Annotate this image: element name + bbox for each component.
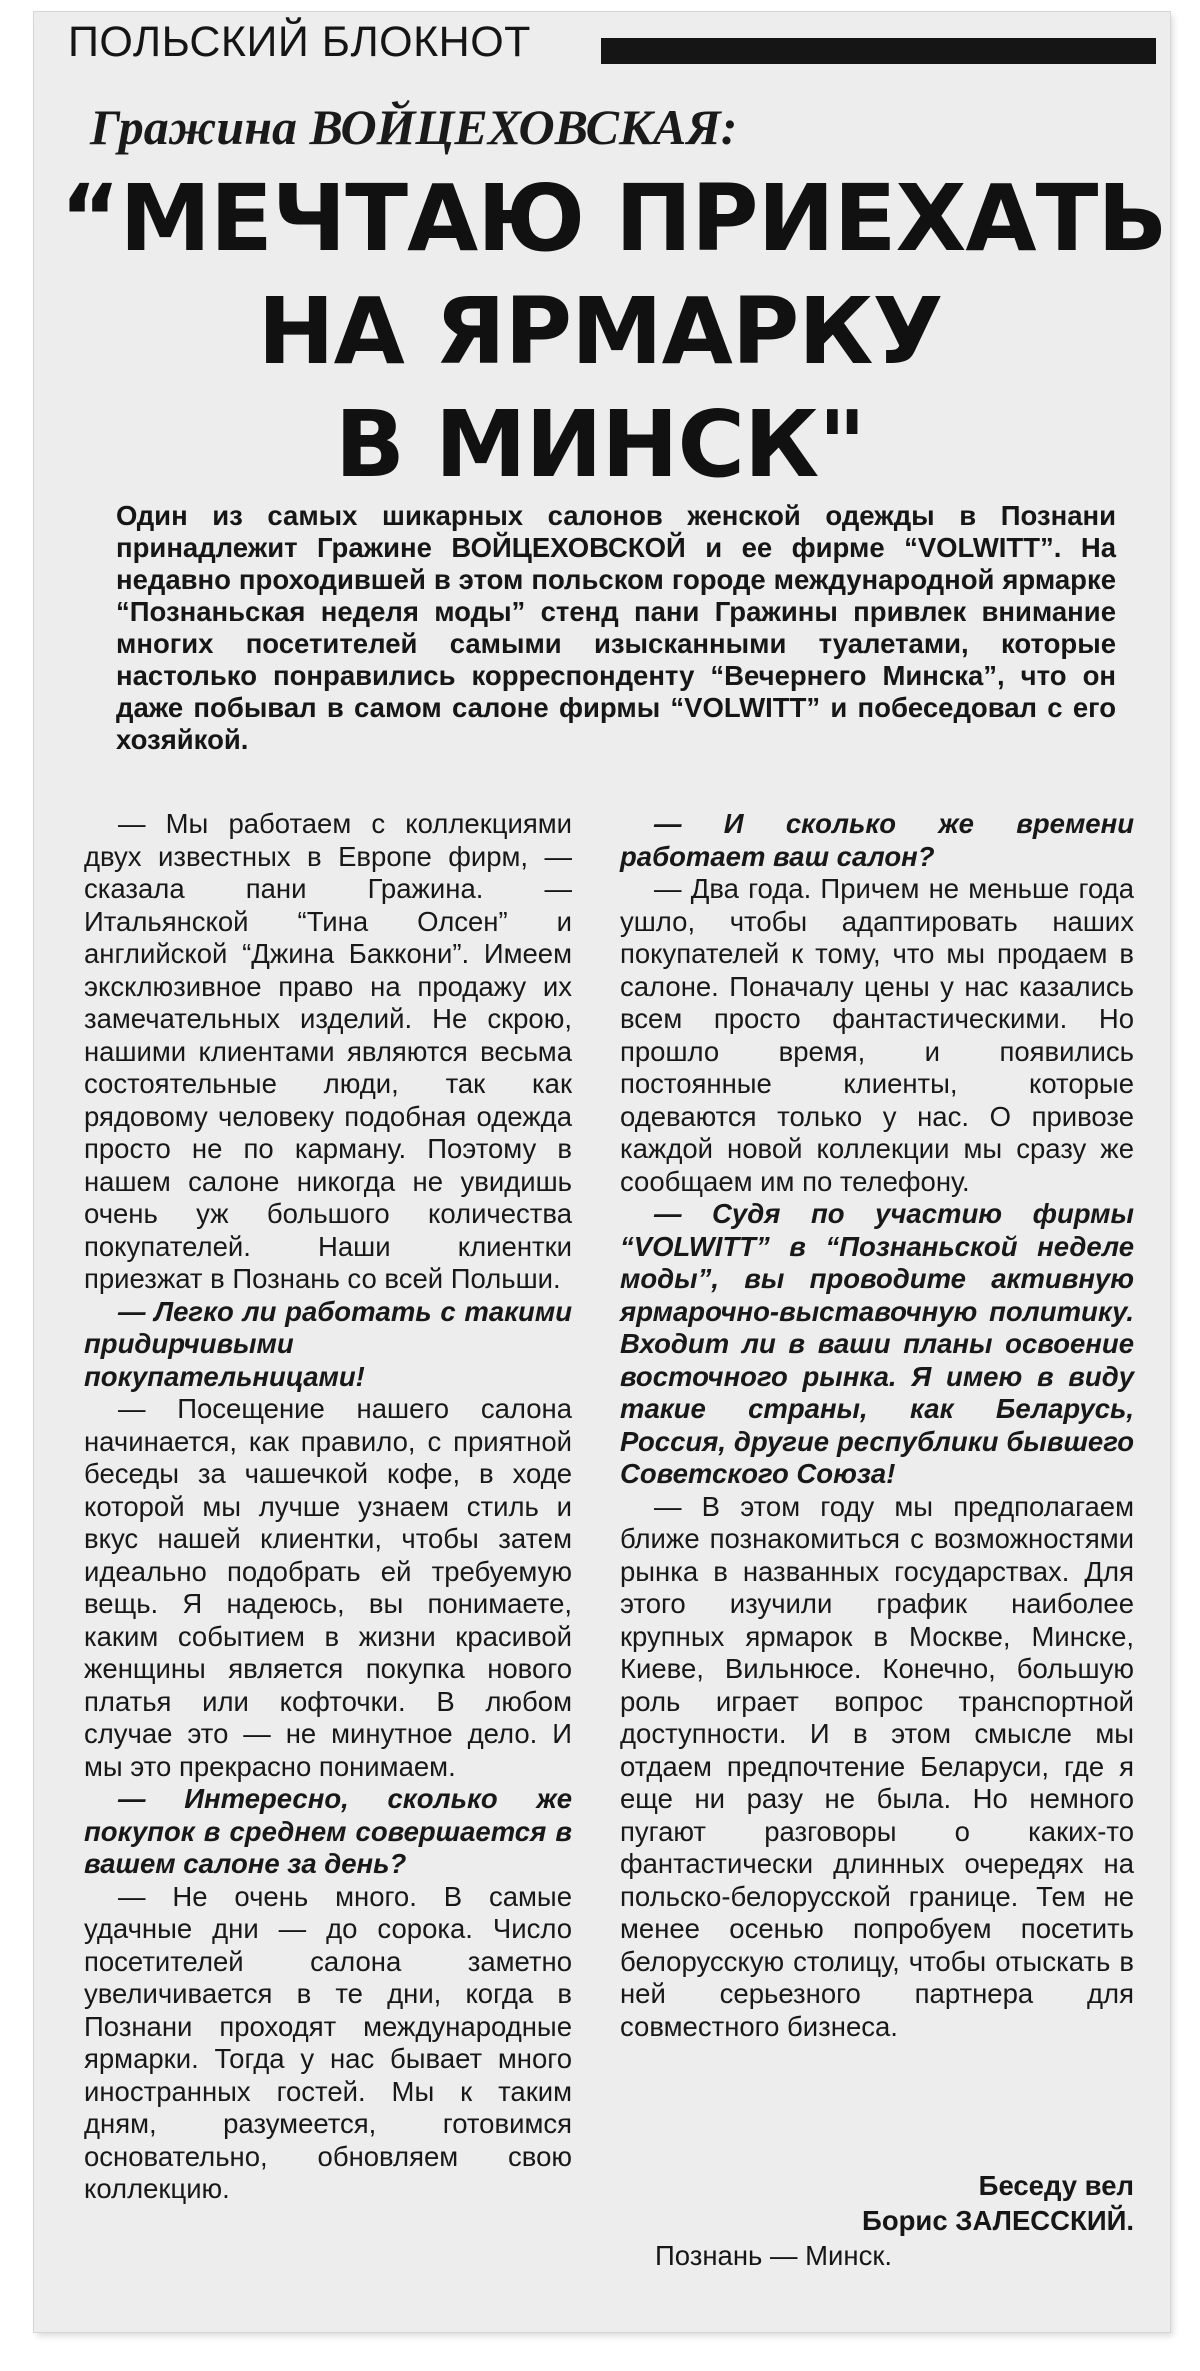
question-paragraph: — И сколько же времени работает ваш салон? — [620, 808, 1134, 872]
question-paragraph: — Судя по участию фирмы “VOLWITT” в “Познаньской неделе моды”, вы проводите активную ярмарочно-выставочную политику. Входит ли в ваши планы освоение восточного рынка. Я имею в виду такие страны, как Беларусь, Россия, другие республики бывшего Советского Союза! — [620, 1198, 1134, 1489]
section-header — [36, 18, 1166, 78]
answer-paragraph: — Мы работаем с коллекциями двух известных в Европе фирм, — сказала пани Гражина. — Итальянской “Тина Олсен” и английской “Джина Баккони”. Имеем эксклюзивное право на продажу их замечательных изделий. Не скрою, нашими клиентами являются весьма состоятельные люди, так как рядовому человеку подобная одежда просто не по карману. Поэтому в нашем салоне никогда не увидишь очень уж большого количества покупателей. Наши клиентки приезжат в Познань со всей Польши. — [84, 808, 572, 1294]
question-paragraph: — Интересно, сколько же покупок в среднем совершается в вашем салоне за день? — [84, 1783, 572, 1879]
question-paragraph: — Легко ли работать с такими придирчивыми покупательницами! — [84, 1295, 572, 1392]
signature-place: Познань — Минск. — [655, 2240, 893, 2271]
headline-line-1: “МЕЧТАЮ ПРИЕХАТЬ — [60, 165, 1167, 272]
answer-paragraph: — Два года. Причем не меньше года ушло, чтобы адаптировать наших покупателей к тому, что мы продаем в салоне. Поначалу цены у нас казались всем просто фантастическими. Но прошло время, и появились постоянные клиенты, которые одеваются только у нас. О привозе каждой новой коллекции мы сразу же сообщаем им по телефону. — [620, 873, 1134, 1197]
right-column — [620, 808, 1134, 2043]
answer-paragraph: — В этом году мы предполагаем ближе познакомиться с возможностями рынка в названных государствах. Для этого изучили график наиболее крупных ярмарок в Москве, Минске, Киеве, Вильнюсе. Конечно, большую роль играет вопрос транспортной доступности. И в этом смысле мы отдаем предпочтение Беларуси, где я еще ни разу не была. Но немного пугают разговоры о каких-то фантастически длинных очередях на польско-белорусской границе. Тем не менее осенью попробуем посетить белорусскую столицу, чтобы отыскать в ней серьезного партнера для совместного бизнеса. — [620, 1490, 1134, 2042]
interviewee-byline: Гражина ВОЙЦЕХОВСКАЯ: — [90, 99, 738, 155]
headline-line-3: В МИНСК" — [334, 391, 866, 498]
headline-line-2: НА ЯРМАРКУ — [257, 278, 943, 385]
signature-author: Борис ЗАЛЕССКИЙ. — [862, 2205, 1134, 2236]
left-column — [84, 808, 572, 2206]
section-label: ПОЛЬСКИЙ БЛОКНОТ — [68, 18, 531, 66]
answer-paragraph: — Не очень много. В самые удачные дни — до сорока. Число посетителей салона заметно увеличивается в те дни, когда в Познани проходят международные ярмарки. Тогда у нас бывает много иностранных гостей. Мы к таким дням, разумеется, готовимся основательно, обновляем свою коллекцию. — [84, 1880, 572, 2204]
signature-intro: Беседу вел — [978, 2170, 1134, 2201]
lead-paragraph: Один из самых шикарных салонов женской одежды в Познани принадлежит Гражине ВОЙЦЕХОВСКОЙ и ее фирме “VOLWITT”. На недавно проходившей в этом польском городе международной ярмарке “Познаньская неделя моды” стенд пани Гражины привлек внимание многих посетителей самыми изысканными туалетами, которые настолько понравились корреспонденту “Вечернего Минска”, что он даже побывал в самом салоне фирмы “VOLWITT” и побеседовал с его хозяйкой. — [116, 500, 1116, 755]
headline — [60, 162, 1167, 501]
answer-paragraph: — Посещение нашего салона начинается, как правило, с приятной беседы за чашечкой кофе, в ходе которой мы лучше узнаем стиль и вкус нашей клиентки, чтобы затем идеально подобрать ей требуемую вещь. Я надеюсь, вы понимаете, каким событием в жизни красивой женщины является покупка нового платья или кофточки. В любом случае это — не минутное дело. И мы это прекрасно понимаем. — [84, 1393, 572, 1782]
header-rule — [601, 38, 1156, 64]
